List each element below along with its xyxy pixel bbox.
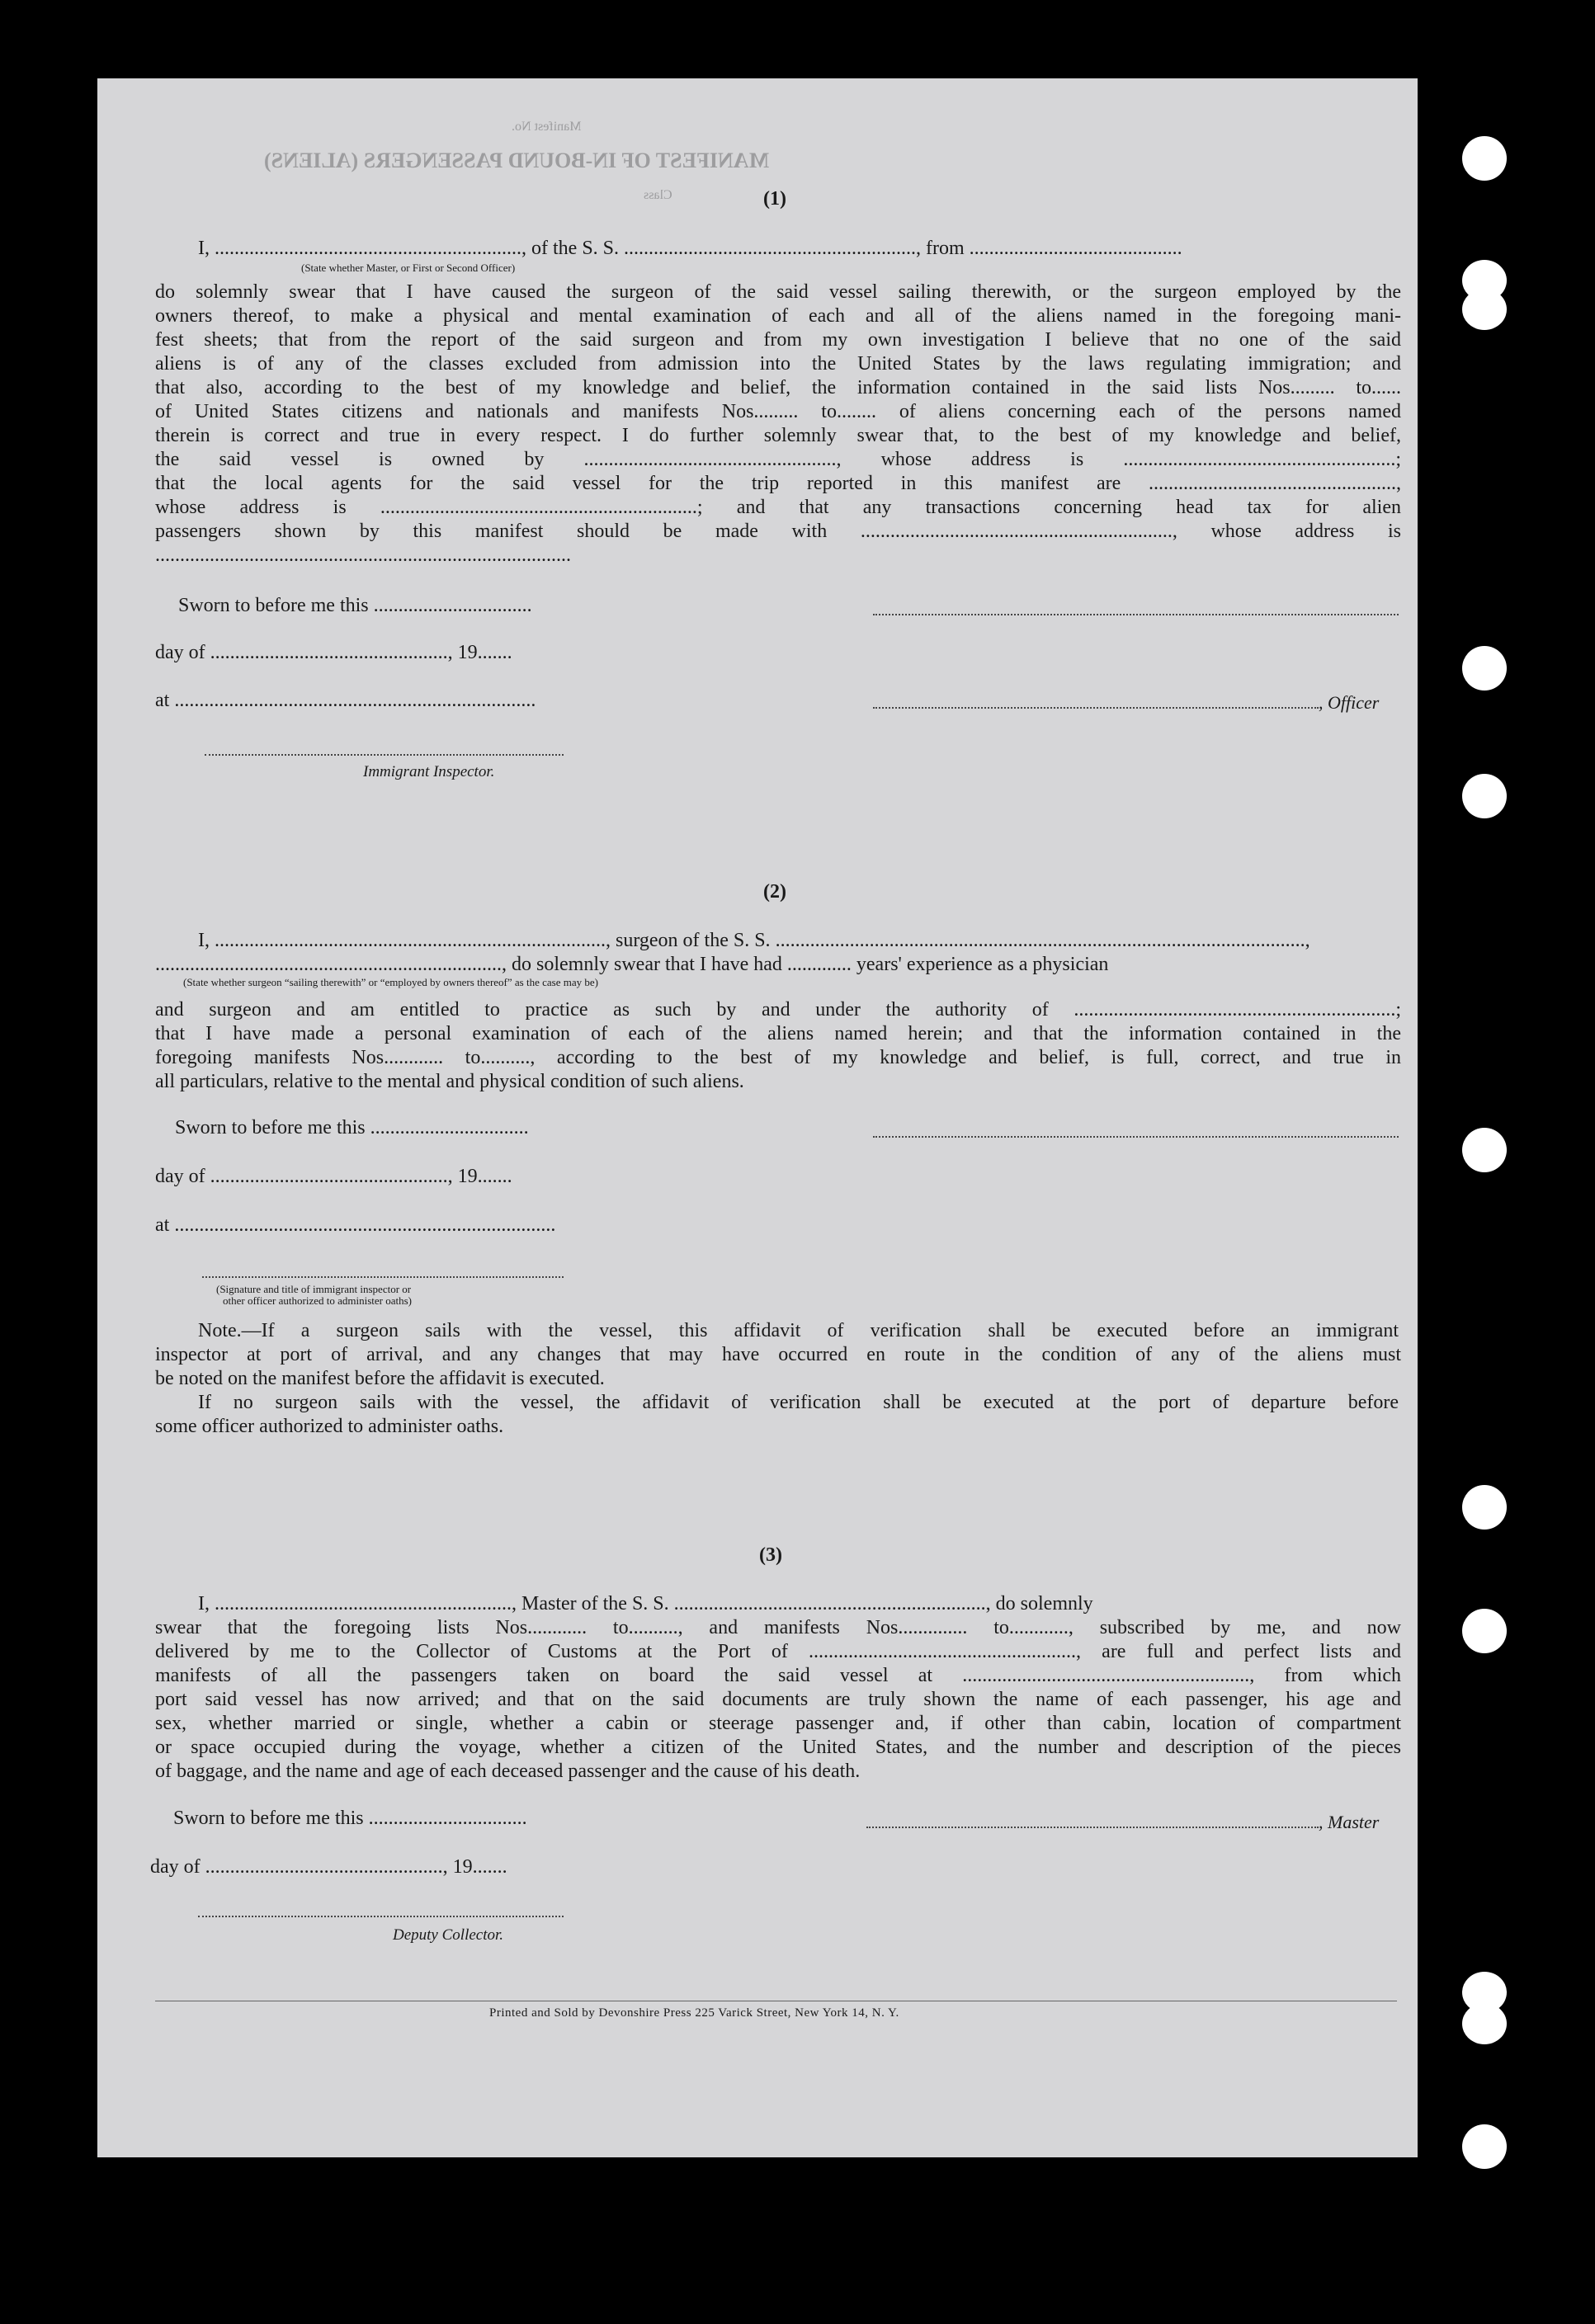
immigrant-inspector-label: Immigrant Inspector.	[363, 763, 495, 780]
s3-line-7: or space occupied during the voyage, whether a citizen of the United States, and the number and description of the pieces	[155, 1737, 1401, 1758]
blank-year: .......	[472, 1856, 507, 1878]
sig-line-inspector	[205, 754, 564, 756]
s1-line-3: owners thereof, to make a physical and mental examination of each and all of the aliens named in the foregoing mani-	[155, 305, 1401, 327]
s1-line-11: whose address is ................................................................; and that any transactions concerning head tax for alien	[155, 497, 1401, 518]
s2-l2a: , do solemnly swear that I have had ............. years' experience as a physician	[502, 954, 1109, 975]
s3-line-8: of baggage, and the name and age of each deceased passenger and the cause of his death.	[155, 1761, 861, 1782]
blank-from: ...........................................	[969, 238, 1182, 259]
bleed-manifest-no: Manifest No.	[512, 120, 582, 134]
blank-sworn-date: ................................	[370, 1117, 529, 1138]
day-of-label: day of	[155, 1166, 205, 1187]
day-of-label: day of	[155, 642, 205, 663]
s1-at	[155, 688, 584, 713]
s2-line-1	[198, 928, 1399, 953]
s1-line-6: that also, according to the best of my knowledge and belief, the information contained in the said lists Nos......... to......	[155, 377, 1401, 398]
s1-line-4: fest sheets; that from the report of the said surgeon and from my own investigation I believe that no one of the said	[155, 329, 1401, 351]
blank-sworn-date: ................................	[373, 595, 532, 616]
blank-surgeon-status: ......................................................................	[155, 954, 502, 975]
s2-day	[155, 1164, 584, 1189]
s1-line-12: passengers shown by this manifest should be made with ..............................................................., whose address is	[155, 521, 1401, 542]
blank-day: ................................................	[205, 1856, 443, 1878]
note-line-1: Note.—If a surgeon sails with the vessel, this affidavit of verification shall be executed before an immigrant	[198, 1320, 1399, 1341]
note-line-2: inspector at port of arrival, and any changes that may have occurred en route in the condition of any of the aliens must	[155, 1344, 1401, 1365]
blank-master-name: ............................................................	[215, 1593, 512, 1615]
punch-hole	[1462, 289, 1507, 330]
s2-sworn	[175, 1115, 588, 1140]
sig-note-2: other officer authorized to administer oaths)	[223, 1294, 412, 1307]
s1-l1c: , from	[916, 238, 970, 259]
s1-line-9: the said vessel is owned by ..................................................., whose address is .......................................................;	[155, 449, 1401, 470]
bleed-title: MANIFEST OF IN-BOUND PASSENGERS (ALIENS)	[264, 148, 770, 172]
s3-line-5: port said vessel has now arrived; and that on the said documents are truly shown the name of each passenger, his age and	[155, 1689, 1401, 1710]
s3-line-6: sex, whether married or single, whether a cabin or steerage passenger and, if other than cabin, location of compartment	[155, 1713, 1401, 1734]
day-of-label: day of	[150, 1856, 201, 1878]
s1-line-7: of United States citizens and nationals and manifests Nos......... to........ of aliens concerning each of the persons named	[155, 401, 1401, 422]
blank-vessel: ...........................................................	[624, 238, 917, 259]
s2-line-4: that I have made a personal examination of each of the aliens named herein; and that the information contained in the	[155, 1023, 1401, 1044]
blank-officer-name: ..............................................................	[215, 238, 521, 259]
s2-line-6: all particulars, relative to the mental and physical condition of such aliens.	[155, 1071, 744, 1092]
s1-sworn	[178, 593, 591, 618]
deputy-collector-label: Deputy Collector.	[393, 1926, 504, 1944]
sig-line-officer-1	[873, 614, 1399, 615]
sig-line-surgeon	[873, 1136, 1399, 1138]
punch-hole	[1462, 774, 1507, 818]
section-3-heading: (3)	[759, 1544, 782, 1566]
sworn-label: Sworn to before me this	[175, 1117, 366, 1138]
sig-line-officer-2	[873, 707, 1319, 709]
master-label: , Master	[1319, 1812, 1380, 1832]
s3-line-4: manifests of all the passengers taken on board the said vessel at .........................................................., from which	[155, 1665, 1401, 1686]
sig-line-master	[866, 1827, 1319, 1828]
blank-at: .............................................................................	[174, 1214, 556, 1236]
blank-sworn-date: ................................	[368, 1808, 527, 1829]
note-master: (State whether Master, or First or Second Officer)	[301, 262, 516, 274]
s1-l1b: , of the S. S.	[521, 238, 625, 259]
officer-label: , Officer	[1319, 692, 1380, 713]
year-label: , 19	[447, 642, 478, 663]
s1-line-10: that the local agents for the said vessel for the trip reported in this manifest are ..................................................,	[155, 473, 1401, 494]
punch-hole	[1462, 2124, 1507, 2169]
s1-line-8: therein is correct and true in every respect. I do further solemnly swear that, to the best of my knowledge and belief,	[155, 425, 1401, 446]
blank-surgeon-name: ...............................................................................	[215, 930, 606, 951]
s1-line-5: aliens is of any of the classes excluded from admission into the United States by the laws regulating immigration; and	[155, 353, 1401, 375]
s3-l1a: I,	[198, 1593, 215, 1615]
blank-at: .........................................................................	[174, 690, 536, 711]
sig-line-inspector-2	[202, 1276, 564, 1278]
year-label: , 19	[447, 1166, 478, 1187]
s2-line-5: foregoing manifests Nos............ to.........., according to the best of my knowledge and belief, is full, correct, and true in	[155, 1047, 1401, 1068]
sworn-label: Sworn to before me this	[173, 1808, 364, 1829]
s2-line-2	[155, 952, 1401, 977]
note-surgeon: (State whether surgeon “sailing therewith” or “employed by owners thereof” as the case may be)	[183, 976, 598, 988]
blank-year: .......	[477, 1166, 512, 1187]
printer-footer: Printed and Sold by Devonshire Press 225 Varick Street, New York 14, N. Y.	[489, 2006, 899, 2020]
blank-year: .......	[477, 642, 512, 663]
s2-line-3: and surgeon and am entitled to practice as such by and under the authority of .................................................................;	[155, 999, 1401, 1021]
note-line-4: If no surgeon sails with the vessel, the affidavit of verification shall be executed at the port of departure before	[198, 1392, 1399, 1413]
punch-hole	[1462, 1128, 1507, 1172]
s2-l1a: I,	[198, 930, 215, 951]
s3-line-2: swear that the foregoing lists Nos............ to.........., and manifests Nos.............. to............, subscribed by me, and now	[155, 1617, 1401, 1638]
bleed-class: Class	[644, 188, 672, 202]
s1-line-2: do solemnly swear that I have caused the surgeon of the said vessel sailing therewith, or the surgeon employed by the	[155, 281, 1401, 303]
at-label: at	[155, 690, 170, 711]
section-1-heading: (1)	[763, 188, 786, 210]
s1-line-13: ....................................................................................	[155, 544, 571, 566]
blank-day: ................................................	[210, 642, 448, 663]
punch-hole	[1462, 1609, 1507, 1653]
punch-hole	[1462, 646, 1507, 691]
blank-master-vessel: ...............................................................	[673, 1593, 986, 1615]
s1-line-1	[198, 236, 1399, 261]
note-line-5: some officer authorized to administer oaths.	[155, 1416, 504, 1437]
sig-line-deputy	[198, 1916, 564, 1917]
note-line-3: be noted on the manifest before the affidavit is executed.	[155, 1368, 605, 1389]
s3-sworn	[173, 1806, 586, 1831]
blank-day: ................................................	[210, 1166, 448, 1187]
punch-hole	[1462, 2003, 1507, 2044]
punch-hole	[1462, 136, 1507, 181]
s1-day	[155, 640, 584, 665]
s3-day	[150, 1855, 579, 1879]
year-label: , 19	[442, 1856, 473, 1878]
sworn-label: Sworn to before me this	[178, 595, 369, 616]
s3-l1c: , do solemnly	[985, 1593, 1093, 1615]
s3-line-1	[198, 1591, 1399, 1616]
s3-l1b: , Master of the S. S.	[512, 1593, 674, 1615]
s1-l1a: I,	[198, 238, 215, 259]
sig-note-1: (Signature and title of immigrant inspector or	[216, 1283, 412, 1295]
blank-surgeon-vessel: ...........................................................................................................,	[775, 930, 1310, 951]
at-label: at	[155, 1214, 170, 1236]
section-2-heading: (2)	[763, 881, 786, 903]
s2-l1b: , surgeon of the S. S.	[606, 930, 776, 951]
s3-line-3: delivered by me to the Collector of Customs at the Port of ......................................................, are full and perfect lists and	[155, 1641, 1401, 1662]
punch-hole	[1462, 1485, 1507, 1530]
s2-at	[155, 1213, 584, 1237]
